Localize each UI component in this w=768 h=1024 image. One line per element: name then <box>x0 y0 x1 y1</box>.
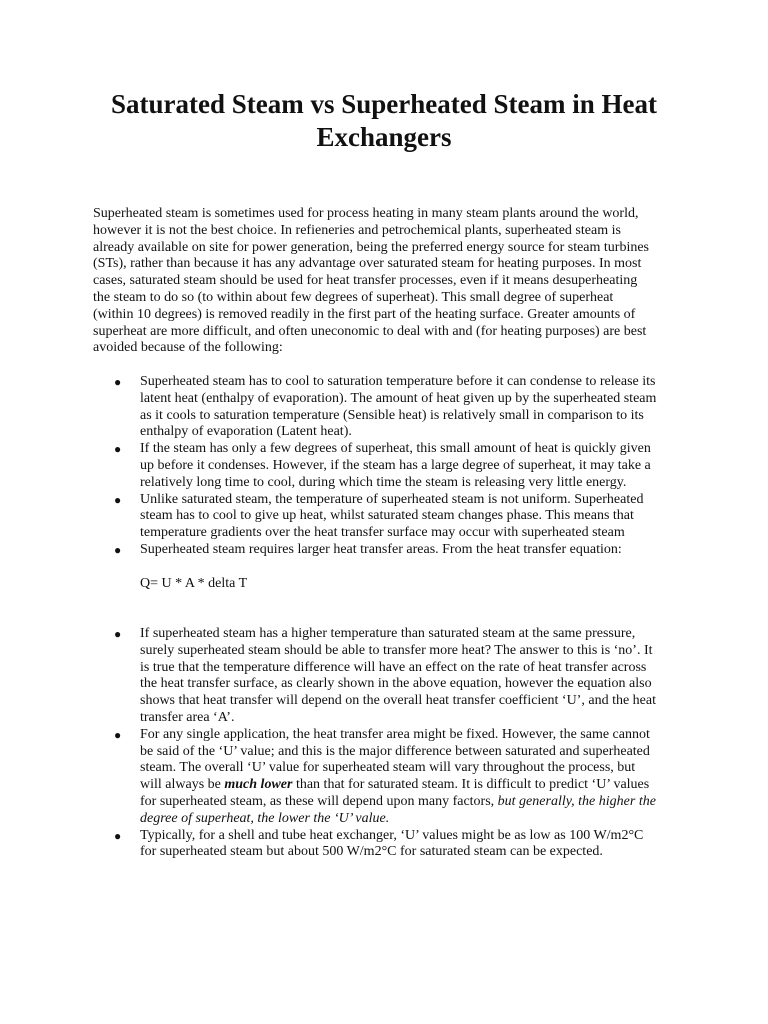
bullet-icon: ● <box>114 626 122 641</box>
bullet-text: If the steam has only a few degrees of superheat, this small amount of heat is quickly given up before it condenses. However, if the steam has a large degree of superheat, it may take a relatively long time to cool, during which time the steam is releasing very little energy. <box>140 441 651 490</box>
bullet-item <box>112 828 658 862</box>
bullet-text: Superheated steam requires larger heat transfer areas. From the heat transfer equation: <box>140 541 622 557</box>
bullet-item <box>112 626 658 727</box>
bullet-text: Superheated steam has to cool to saturation temperature before it can condense to release its latent heat (enthalpy of evaporation). The amount of heat given up by the superheated steam as it cools to saturation temperature (Sensible heat) is relatively small in comparison to its enthalpy of evaporation (Latent heat). <box>140 374 657 440</box>
bullet-icon: ● <box>114 442 122 457</box>
spacer <box>112 609 658 626</box>
bullet-item <box>112 374 658 441</box>
bullet-item <box>112 727 658 828</box>
bullet-text-before: For any single application, the heat transfer area might be fixed. However, the same cannot be said of the ‘U’ value; and this is the major difference between saturated and superheated steam. The overall ‘U’ value for superheated steam will vary throughout the process, but will always be <box>140 726 650 793</box>
formula: Q= U * A * delta T <box>140 575 248 591</box>
intro-paragraph: Superheated steam is sometimes used for process heating in many steam plants around the world, however it is not the best choice. In refieneries and petrochemical plants, superheated steam is already available on site for power generation, being the preferred energy source for steam turbines (STs), rather than because it has any advantage over saturated steam for heating purposes. In most cases, saturated steam should be used for heat transfer processes, even if it means desuperheating the steam to do so (to within about few degrees of superheat). This small degree of superheat (within 10 degrees) is removed readily in the first part of the heating surface. Greater amounts of superheat are more difficult, and often uneconomic to deal with and (for heating purposes) are best avoided because of the following: <box>93 206 650 356</box>
bullet-icon: ● <box>114 828 122 843</box>
bullet-icon: ● <box>114 727 122 742</box>
emphasis-text: much lower <box>224 777 293 793</box>
bullet-text-after: than that for saturated steam. It is difficult to predict ‘U’ values for superheated steam, as these will depend upon many factors, <box>140 777 650 809</box>
bullet-list <box>112 374 658 861</box>
bullet-text: Unlike saturated steam, the temperature of superheated steam is not uniform. Superheated steam has to cool to give up heat, whilst saturated steam changes phase. This means that temperature gradients over the heat transfer surface may occur with superheated steam <box>140 491 644 541</box>
bullet-text: If superheated steam has a higher temperature than saturated steam at the same pressure, surely superheated steam should be able to transfer more heat? The answer to this is ‘no’. It is true that the temperature difference will have an effect on the rate of heat transfer across the heat transfer surface, as clearly shown in the above equation, however the equation also shows that heat transfer will depend on the overall heat transfer coefficient ‘U’, and the heat transfer area ‘A’. <box>140 625 656 725</box>
bullet-icon: ● <box>114 375 122 389</box>
bullet-item <box>112 542 658 559</box>
document-title: Saturated Steam vs Superheated Steam in Heat Exchangers <box>111 89 657 152</box>
bullet-item <box>112 492 658 542</box>
bullet-text: Typically, for a shell and tube heat exchanger, ‘U’ values might be as low as 100 W/m2°C for superheated steam but about 500 W/m2°C for saturated steam can be expected. <box>140 827 644 860</box>
bullet-icon: ● <box>114 492 122 507</box>
spacer <box>112 592 658 609</box>
spacer <box>112 559 658 576</box>
bullet-icon: ● <box>114 542 122 557</box>
bullet-item <box>112 441 658 491</box>
italic-tail: but generally, the higher the degree of superheat, the lower the ‘U’ value. <box>140 793 656 826</box>
